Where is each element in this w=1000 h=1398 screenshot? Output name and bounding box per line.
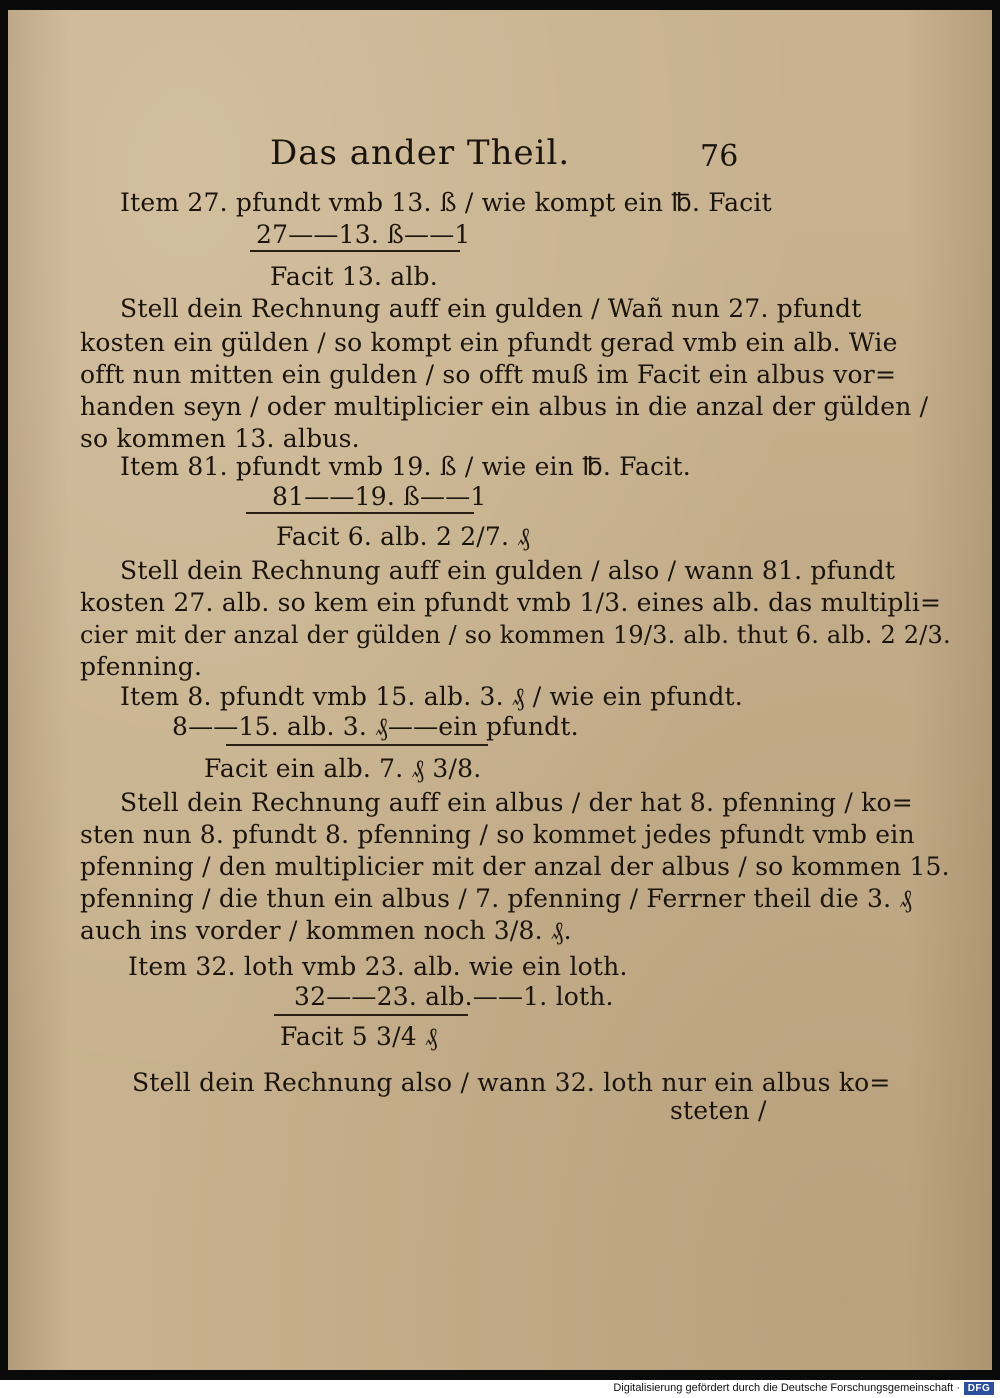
- text-line: pfenning.: [80, 652, 203, 681]
- text-line: kosten ein gülden / so kompt ein pfundt gerad vmb ein alb. Wie: [80, 328, 898, 357]
- rule-line: [274, 1014, 468, 1016]
- rule-line: [246, 512, 474, 514]
- proportion-line: 8——15. alb. 3. ₰——ein pfundt.: [172, 712, 579, 741]
- text-line: cier mit der anzal der gülden / so kommen 19/3. alb. thut 6. alb. 2 2/3.: [80, 621, 951, 649]
- text-line: Item 8. pfundt vmb 15. alb. 3. ₰ / wie ein pfundt.: [120, 682, 743, 711]
- text-line: so kommen 13. albus.: [80, 424, 360, 453]
- running-head: Das ander Theil.: [270, 133, 571, 173]
- proportion-line: 32——23. alb.——1. loth.: [294, 982, 614, 1011]
- text-line: pfenning / die thun ein albus / 7. pfenning / Ferrner theil die 3. ₰: [80, 884, 913, 913]
- text-line: Stell dein Rechnung auff ein gulden / Wañ nun 27. pfundt: [120, 294, 862, 323]
- text-line: pfenning / den multiplicier mit der anzal der albus / so kommen 15.: [80, 852, 950, 881]
- text-line: auch ins vorder / kommen noch 3/8. ₰.: [80, 916, 572, 945]
- text-line: Item 81. pfundt vmb 19. ß / wie ein ℔. Facit.: [120, 452, 691, 481]
- text-line: kosten 27. alb. so kem ein pfundt vmb 1/3. eines alb. das multipli=: [80, 588, 942, 617]
- proportion-line: 27——13. ß——1: [256, 220, 471, 249]
- text-line: sten nun 8. pfundt 8. pfenning / so kommet jedes pfundt vmb ein: [80, 820, 915, 849]
- text-line: Stell dein Rechnung auff ein albus / der hat 8. pfenning / ko=: [120, 788, 913, 817]
- text-line: Item 32. loth vmb 23. alb. wie ein loth.: [128, 952, 628, 981]
- text-line: Stell dein Rechnung also / wann 32. loth nur ein albus ko=: [132, 1068, 891, 1097]
- book-page: [8, 10, 992, 1370]
- text-line: handen seyn / oder multiplicier ein albus in die anzal der gülden /: [80, 392, 929, 421]
- facit-line: Facit 6. alb. 2 2/7. ₰: [276, 522, 531, 551]
- dfg-logo[interactable]: DFG: [964, 1382, 994, 1395]
- text-line: Item 27. pfundt vmb 13. ß / wie kompt ein ℔. Facit: [120, 188, 772, 217]
- facit-line: Facit ein alb. 7. ₰ 3/8.: [204, 754, 482, 783]
- facit-line: Facit 13. alb.: [270, 262, 438, 291]
- funding-credit: Digitalisierung gefördert durch die Deutsche Forschungsgemeinschaft ·: [613, 1382, 960, 1394]
- rule-line: [226, 744, 488, 746]
- proportion-line: 81——19. ß——1: [272, 482, 487, 511]
- facit-line: Facit 5 3/4 ₰: [280, 1022, 438, 1051]
- text-line: Stell dein Rechnung auff ein gulden / also / wann 81. pfundt: [120, 556, 896, 585]
- page-text: [8, 10, 992, 1370]
- rule-line: [250, 250, 460, 252]
- text-line: offt nun mitten ein gulden / so offt muß im Facit ein albus vor=: [80, 360, 897, 389]
- catchword: steten /: [670, 1096, 767, 1125]
- page-number: 76: [700, 139, 739, 174]
- footer-bar: [0, 1380, 1000, 1398]
